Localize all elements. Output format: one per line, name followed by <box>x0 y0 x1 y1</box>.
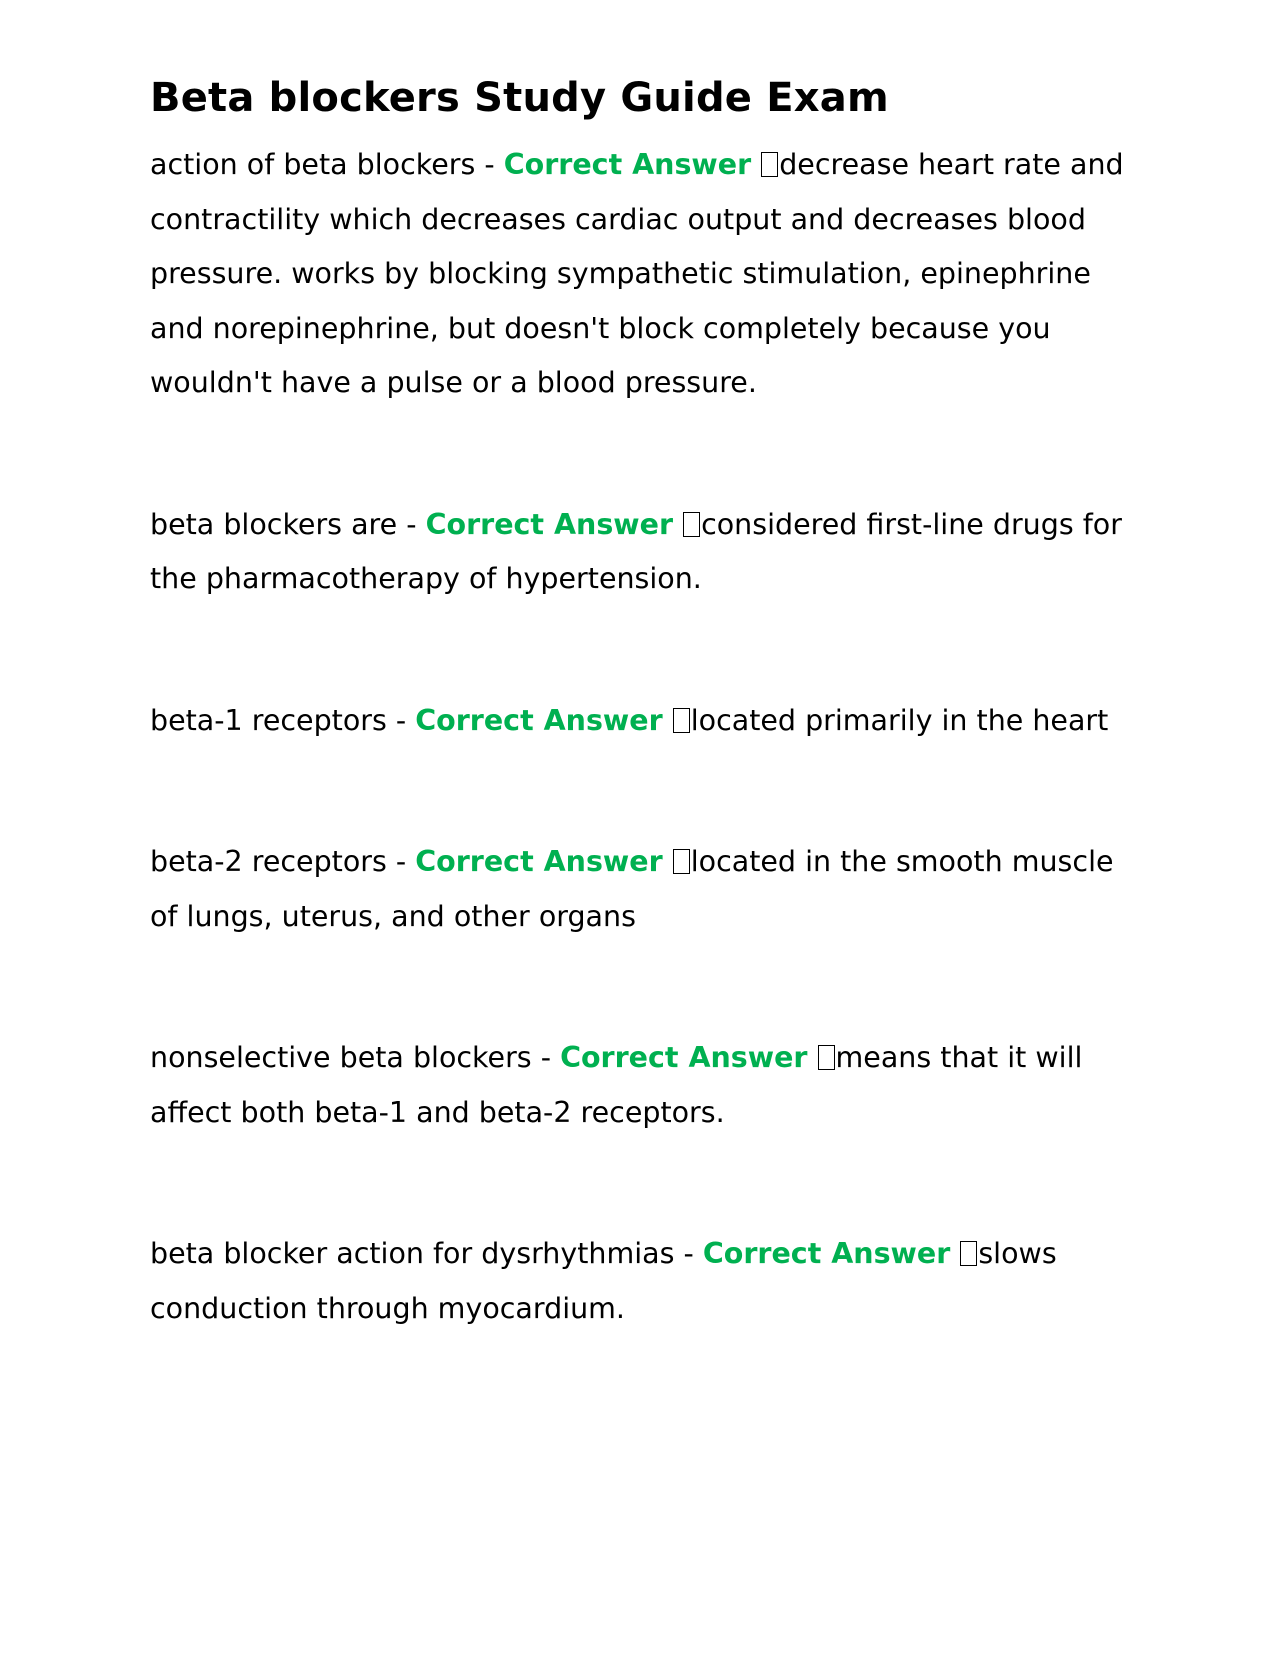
qa-entry: nonselective beta blockers - Correct Answer means that it will affect both beta-1 and beta-2 receptors. <box>150 1041 1083 1129</box>
page-title: Beta blockers Study Guide Exam <box>150 75 889 121</box>
qa-entry: beta-1 receptors - Correct Answer located primarily in the heart <box>150 703 1109 737</box>
correct-answer-label: Correct Answer <box>503 148 752 181</box>
entry-term: action of beta blockers <box>150 148 476 181</box>
entry-term: beta-2 receptors <box>150 845 387 878</box>
missing-glyph-icon <box>818 1045 835 1070</box>
entry-answer: located primarily in the heart <box>690 703 1109 737</box>
qa-entry: beta blocker action for dysrhythmias - Correct Answer slows conduction through myocardium. <box>150 1237 1057 1325</box>
document-page <box>150 72 1130 1336</box>
entry-term: nonselective beta blockers <box>150 1041 532 1074</box>
qa-entry: beta blockers are - Correct Answer considered first-line drugs for the pharmacotherapy of hypertension. <box>150 507 1122 595</box>
missing-glyph-icon <box>683 512 700 537</box>
correct-answer-label: Correct Answer <box>560 1041 808 1074</box>
qa-entry: action of beta blockers - Correct Answer decrease heart rate and contractility which decreases cardiac output and decreases blood pressure. works by blocking sympathetic stimulation, epinephrine and norepinephrine, but doesn't block completely because you wouldn't have a pulse or a blood pressure. <box>150 148 1124 399</box>
correct-answer-label: Correct Answer <box>415 845 663 878</box>
entry-term: beta-1 receptors <box>150 703 387 737</box>
entry-answer: considered first-line drugs for the pharmacotherapy of hypertension. <box>150 507 1122 595</box>
entry-answer: decrease heart rate and contractility which decreases cardiac output and decreases blood pressure. works by blocking sympathetic stimulation, epinephrine and norepinephrine, but doesn't block completely because you wouldn't have a pulse or a blood pressure. <box>150 148 1124 399</box>
entry-answer: slows conduction through myocardium. <box>150 1237 1057 1325</box>
missing-glyph-icon <box>673 849 690 874</box>
missing-glyph-icon <box>761 152 778 177</box>
qa-entry: beta-2 receptors - Correct Answer located in the smooth muscle of lungs, uterus, and other organs <box>150 845 1114 933</box>
entry-answer: means that it will affect both beta-1 and beta-2 receptors. <box>150 1041 1083 1129</box>
correct-answer-label: Correct Answer <box>425 507 673 541</box>
missing-glyph-icon <box>673 708 690 733</box>
correct-answer-label: Correct Answer <box>415 703 663 737</box>
entry-term: beta blocker action for dysrhythmias <box>150 1237 675 1270</box>
correct-answer-label: Correct Answer <box>702 1237 951 1270</box>
missing-glyph-icon <box>960 1241 977 1266</box>
entry-answer: located in the smooth muscle of lungs, uterus, and other organs <box>150 845 1114 933</box>
entry-term: beta blockers are <box>150 507 398 541</box>
